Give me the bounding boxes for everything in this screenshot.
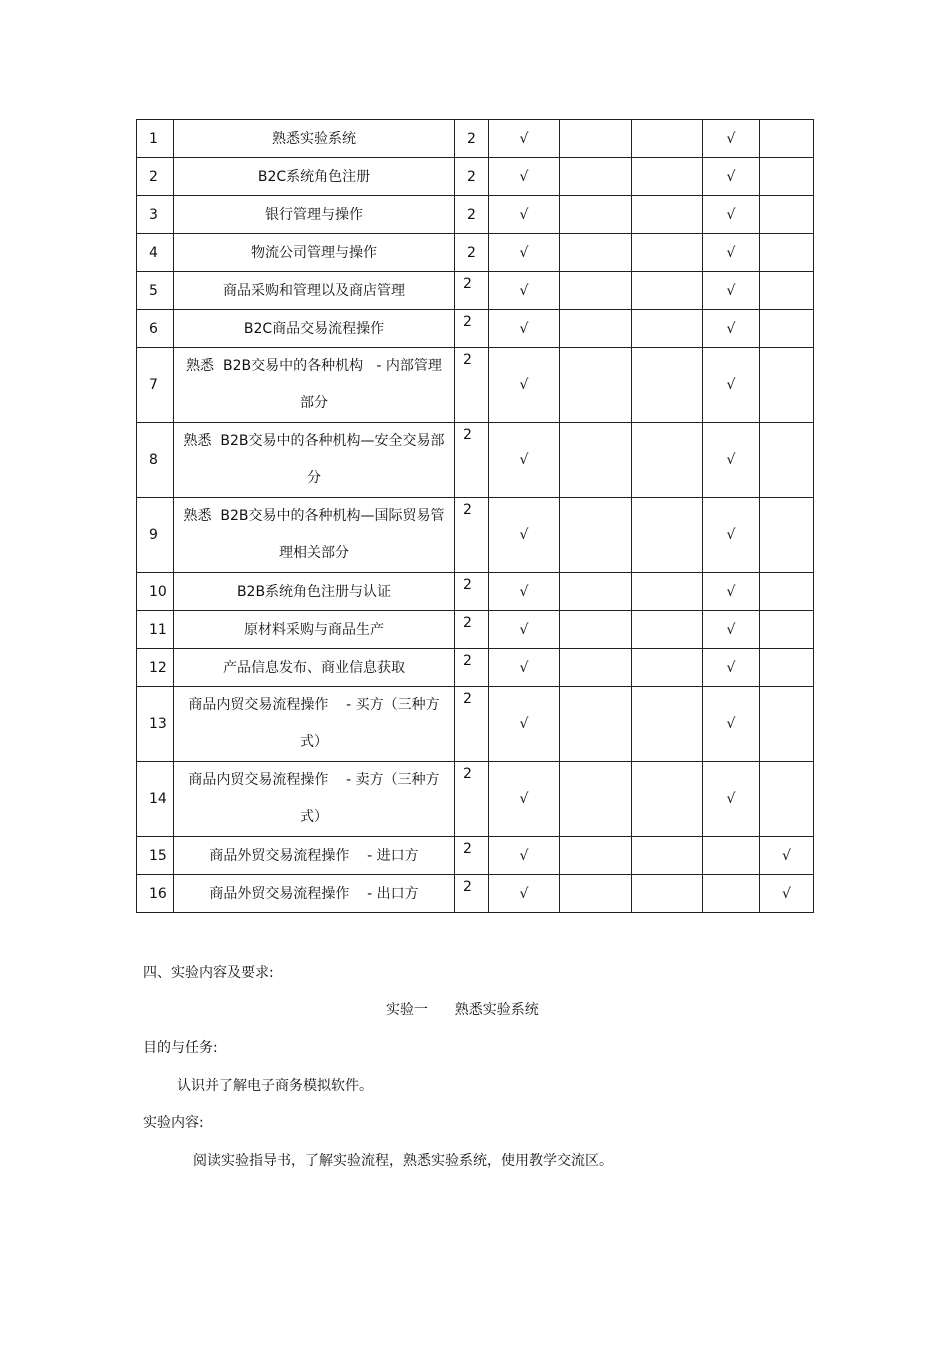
check-cell — [632, 120, 703, 158]
check-cell: √ — [760, 837, 814, 875]
section-heading: 四、实验内容及要求: — [143, 965, 274, 981]
experiment-name-text: 商品内贸交易流程操作 - 卖方（三种方式） — [188, 772, 440, 825]
experiment-name — [174, 423, 455, 498]
check-cell — [560, 158, 632, 196]
check-cell — [760, 649, 814, 687]
check-cell — [632, 875, 703, 913]
check-cell — [760, 272, 814, 310]
hours-cell: 2 — [455, 423, 489, 498]
check-cell: √ — [703, 310, 760, 348]
hours-cell: 2 — [455, 762, 489, 837]
hours-cell: 2 — [455, 837, 489, 875]
table-row — [137, 837, 814, 875]
content-text: 阅读实验指导书，了解实验流程，熟悉实验系统，使用教学交流区。 — [193, 1153, 613, 1169]
table-row — [137, 498, 814, 573]
hours-cell: 2 — [455, 196, 489, 234]
check-cell: √ — [489, 348, 560, 423]
row-number: 2 — [137, 158, 174, 196]
row-number: 5 — [137, 272, 174, 310]
experiment-table-body — [137, 120, 814, 913]
experiment-name-text: 原材料采购与商品生产 — [244, 621, 384, 638]
row-number: 3 — [137, 196, 174, 234]
check-cell — [760, 158, 814, 196]
check-cell — [760, 196, 814, 234]
check-cell — [632, 196, 703, 234]
check-cell: √ — [703, 498, 760, 573]
check-cell: √ — [703, 234, 760, 272]
hours-cell: 2 — [455, 310, 489, 348]
check-cell — [632, 687, 703, 762]
check-cell — [632, 573, 703, 611]
experiment-name — [174, 120, 455, 158]
hours-cell: 2 — [455, 498, 489, 573]
row-number: 4 — [137, 234, 174, 272]
experiment-title: 实验一 熟悉实验系统 — [386, 1002, 539, 1018]
experiment-name — [174, 234, 455, 272]
hours-cell: 2 — [455, 687, 489, 762]
experiment-name — [174, 498, 455, 573]
experiment-name — [174, 875, 455, 913]
check-cell: √ — [703, 423, 760, 498]
experiment-name-text: 产品信息发布、商业信息获取 — [223, 659, 405, 676]
table-row — [137, 120, 814, 158]
experiment-name — [174, 158, 455, 196]
check-cell: √ — [703, 196, 760, 234]
row-number: 14 — [137, 762, 174, 837]
check-cell — [560, 837, 632, 875]
row-number: 1 — [137, 120, 174, 158]
experiment-name — [174, 611, 455, 649]
check-cell — [703, 875, 760, 913]
content-label: 实验内容: — [143, 1115, 204, 1131]
check-cell — [632, 611, 703, 649]
check-cell — [760, 120, 814, 158]
table-row — [137, 196, 814, 234]
check-cell — [560, 498, 632, 573]
check-cell: √ — [489, 687, 560, 762]
table-row — [137, 234, 814, 272]
table-row — [137, 762, 814, 837]
table-row — [137, 348, 814, 423]
check-cell: √ — [489, 762, 560, 837]
check-cell — [560, 310, 632, 348]
experiment-name — [174, 573, 455, 611]
experiment-name — [174, 196, 455, 234]
table-row — [137, 611, 814, 649]
check-cell — [760, 310, 814, 348]
check-cell — [632, 498, 703, 573]
check-cell — [703, 837, 760, 875]
check-cell: √ — [703, 120, 760, 158]
check-cell — [560, 196, 632, 234]
check-cell: √ — [703, 158, 760, 196]
check-cell — [632, 272, 703, 310]
table-row — [137, 272, 814, 310]
row-number: 16 — [137, 875, 174, 913]
check-cell — [560, 875, 632, 913]
experiment-name-text: 银行管理与操作 — [265, 206, 363, 223]
hours-cell: 2 — [455, 272, 489, 310]
check-cell: √ — [489, 234, 560, 272]
check-cell: √ — [703, 762, 760, 837]
experiment-name-text: B2B系统角色注册与认证 — [236, 583, 392, 600]
row-number: 15 — [137, 837, 174, 875]
hours-cell: 2 — [455, 611, 489, 649]
check-cell — [760, 687, 814, 762]
check-cell — [760, 423, 814, 498]
check-cell: √ — [703, 272, 760, 310]
check-cell: √ — [489, 310, 560, 348]
row-number: 13 — [137, 687, 174, 762]
experiment-name-text: 熟悉实验系统 — [272, 130, 356, 147]
check-cell — [760, 498, 814, 573]
experiment-name — [174, 687, 455, 762]
check-cell — [560, 649, 632, 687]
table-row — [137, 573, 814, 611]
experiment-name-text: 商品外贸交易流程操作 - 进口方 — [209, 847, 419, 864]
check-cell: √ — [489, 272, 560, 310]
hours-cell: 2 — [455, 875, 489, 913]
table-row — [137, 875, 814, 913]
check-cell: √ — [703, 611, 760, 649]
check-cell: √ — [489, 573, 560, 611]
check-cell: √ — [703, 687, 760, 762]
check-cell — [632, 310, 703, 348]
check-cell — [560, 348, 632, 423]
check-cell — [560, 120, 632, 158]
check-cell: √ — [489, 498, 560, 573]
check-cell: √ — [489, 158, 560, 196]
check-cell — [760, 573, 814, 611]
experiment-name-text: B2C系统角色注册 — [257, 168, 371, 185]
check-cell — [632, 348, 703, 423]
check-cell: √ — [489, 611, 560, 649]
experiment-name — [174, 310, 455, 348]
check-cell — [632, 158, 703, 196]
check-cell: √ — [489, 837, 560, 875]
experiment-name-text: 熟悉 B2B交易中的各种机构—国际贸易管理相关部分 — [183, 508, 445, 561]
experiment-name — [174, 837, 455, 875]
experiment-name — [174, 348, 455, 423]
experiment-name-text: 熟悉 B2B交易中的各种机构 - 内部管理部分 — [186, 358, 442, 411]
check-cell — [560, 687, 632, 762]
hours-cell: 2 — [455, 120, 489, 158]
check-cell — [560, 234, 632, 272]
row-number: 11 — [137, 611, 174, 649]
experiment-name-text: 熟悉 B2B交易中的各种机构—安全交易部分 — [183, 433, 445, 486]
row-number: 8 — [137, 423, 174, 498]
table-row — [137, 423, 814, 498]
experiment-name — [174, 272, 455, 310]
experiment-name-text: 商品外贸交易流程操作 - 出口方 — [209, 885, 419, 902]
check-cell: √ — [703, 649, 760, 687]
table-row — [137, 310, 814, 348]
check-cell — [760, 611, 814, 649]
check-cell — [632, 234, 703, 272]
check-cell: √ — [489, 196, 560, 234]
check-cell — [560, 611, 632, 649]
check-cell: √ — [703, 573, 760, 611]
row-number: 10 — [137, 573, 174, 611]
row-number: 7 — [137, 348, 174, 423]
check-cell: √ — [760, 875, 814, 913]
check-cell — [632, 837, 703, 875]
check-cell — [560, 573, 632, 611]
check-cell: √ — [489, 875, 560, 913]
check-cell — [760, 348, 814, 423]
check-cell — [632, 649, 703, 687]
hours-cell: 2 — [455, 348, 489, 423]
hours-cell: 2 — [455, 649, 489, 687]
check-cell — [560, 423, 632, 498]
hours-cell: 2 — [455, 158, 489, 196]
experiment-name — [174, 649, 455, 687]
experiment-name-text: 物流公司管理与操作 — [251, 244, 377, 261]
goal-label: 目的与任务: — [143, 1040, 218, 1056]
experiment-table — [136, 119, 814, 913]
check-cell: √ — [489, 120, 560, 158]
check-cell — [632, 423, 703, 498]
check-cell: √ — [489, 423, 560, 498]
check-cell: √ — [489, 649, 560, 687]
check-cell — [632, 762, 703, 837]
check-cell — [760, 234, 814, 272]
experiment-name-text: B2C商品交易流程操作 — [243, 320, 385, 337]
experiment-name-text: 商品采购和管理以及商店管理 — [223, 282, 405, 299]
row-number: 9 — [137, 498, 174, 573]
row-number: 12 — [137, 649, 174, 687]
goal-text: 认识并了解电子商务模拟软件。 — [177, 1078, 373, 1094]
check-cell — [560, 762, 632, 837]
experiment-name — [174, 762, 455, 837]
check-cell — [560, 272, 632, 310]
hours-cell: 2 — [455, 573, 489, 611]
hours-cell: 2 — [455, 234, 489, 272]
experiment-name-text: 商品内贸交易流程操作 - 买方（三种方式） — [188, 697, 440, 750]
check-cell: √ — [703, 348, 760, 423]
table-row — [137, 687, 814, 762]
check-cell — [760, 762, 814, 837]
table-row — [137, 649, 814, 687]
row-number: 6 — [137, 310, 174, 348]
table-row — [137, 158, 814, 196]
